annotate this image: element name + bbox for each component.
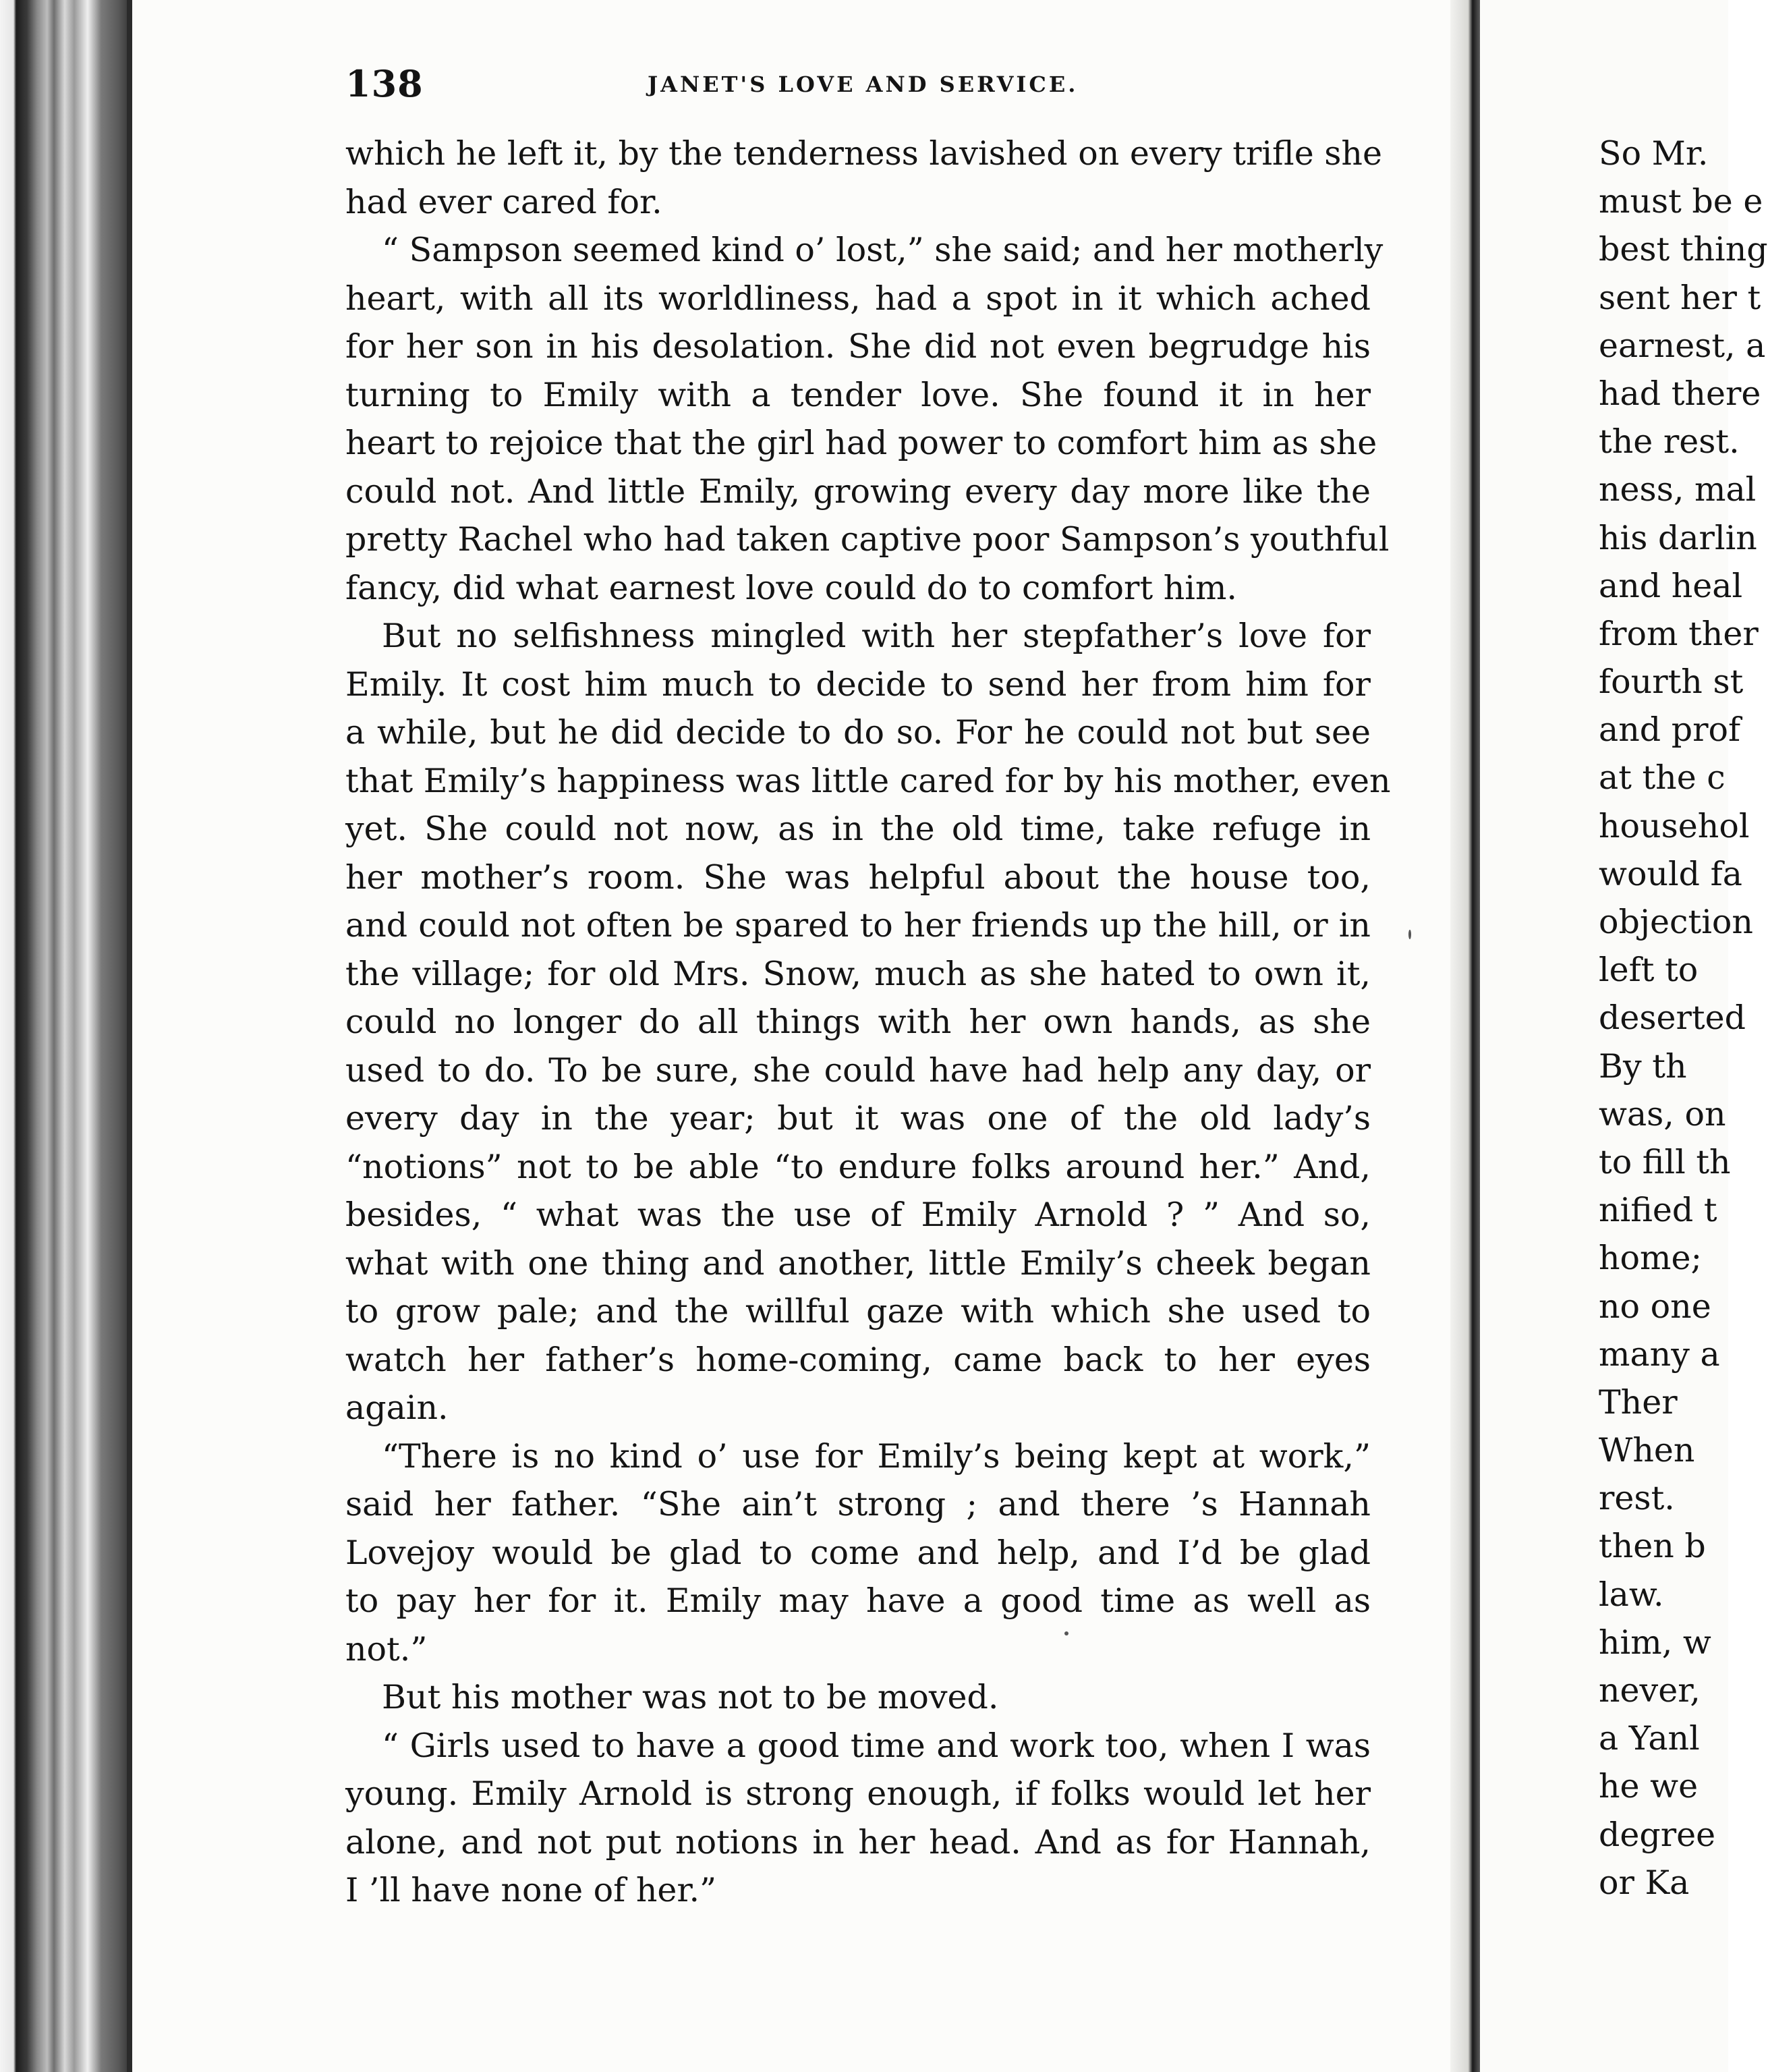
text-line: not.” bbox=[345, 1629, 428, 1669]
page-header bbox=[345, 62, 1087, 116]
text-line: watch her father’s home-coming, came back to her eyes bbox=[345, 1340, 1371, 1379]
cropped-text-line: the rest. bbox=[1599, 422, 1740, 461]
cropped-text-line: and heal bbox=[1599, 566, 1743, 605]
text-line: for her son in his desolation. She did not even begrudge his bbox=[345, 327, 1371, 366]
text-line: could not. And little Emily, growing every day more like the bbox=[345, 472, 1371, 511]
left-page-body-text bbox=[345, 130, 1391, 1915]
cropped-text-line: at the c bbox=[1599, 758, 1726, 797]
cropped-text-line: rest. bbox=[1599, 1479, 1675, 1518]
text-line: “notions” not to be able “to endure folks around her.” And, bbox=[345, 1147, 1371, 1186]
text-line: “ Sampson seemed kind o’ lost,” she said; and her motherly bbox=[382, 231, 1384, 269]
text-line: Emily. It cost him much to decide to send her from him for bbox=[345, 665, 1371, 704]
text-line: used to do. To be sure, she could have had help any day, or bbox=[345, 1051, 1371, 1090]
cropped-text-line: left to bbox=[1599, 951, 1699, 990]
text-line: had ever cared for. bbox=[345, 182, 662, 221]
text-line: what with one thing and another, little Emily’s cheek began bbox=[345, 1243, 1371, 1283]
right-page-partial-text bbox=[1599, 130, 1768, 1907]
text-line: young. Emily Arnold is strong enough, if folks would let her bbox=[345, 1774, 1371, 1813]
cropped-text-line: had there bbox=[1599, 374, 1761, 413]
text-line: yet. She could not now, as in the old time, take refuge in bbox=[345, 810, 1371, 848]
cropped-text-line: was, on bbox=[1599, 1094, 1726, 1133]
cropped-text-line: no one bbox=[1599, 1287, 1711, 1326]
text-line: But his mother was not to be moved. bbox=[382, 1678, 999, 1716]
cropped-text-line: When bbox=[1599, 1431, 1695, 1470]
cropped-text-line: never, bbox=[1599, 1671, 1701, 1710]
text-line: could no longer do all things with her own hands, as she bbox=[345, 1003, 1371, 1041]
cropped-text-line: would fa bbox=[1599, 854, 1742, 893]
print-speck bbox=[1408, 930, 1411, 939]
text-line: a while, but he did decide to do so. For he could not but see bbox=[345, 713, 1371, 752]
text-line: that Emily’s happiness was little cared for by his mother, even bbox=[345, 761, 1391, 800]
page-number: 138 bbox=[345, 62, 424, 105]
cropped-text-line: By th bbox=[1599, 1046, 1687, 1086]
cropped-text-line: best thing bbox=[1599, 230, 1768, 269]
cropped-text-line: earnest, a bbox=[1599, 326, 1766, 365]
print-speck bbox=[1064, 1631, 1068, 1635]
cropped-text-line: nified t bbox=[1599, 1191, 1717, 1230]
cropped-text-line: fourth st bbox=[1599, 663, 1744, 702]
cropped-text-line: law. bbox=[1599, 1575, 1664, 1614]
text-line: her mother’s room. She was helpful about the house too, bbox=[345, 858, 1371, 897]
text-line: alone, and not put notions in her head. And as for Hannah, bbox=[345, 1822, 1371, 1861]
cropped-text-line: he we bbox=[1599, 1767, 1699, 1806]
text-line: besides, “ what was the use of Emily Arnold ? ” And so, bbox=[345, 1196, 1371, 1234]
text-line: turning to Emily with a tender love. She found it in her bbox=[345, 375, 1371, 414]
page-gutter bbox=[1450, 0, 1480, 2072]
text-line: every day in the year; but it was one of the old lady’s bbox=[345, 1099, 1371, 1138]
cropped-text-line: to fill th bbox=[1599, 1142, 1731, 1181]
cropped-text-line: must be e bbox=[1599, 182, 1763, 221]
cropped-text-line: his darlin bbox=[1599, 518, 1757, 557]
cropped-text-line: home; bbox=[1599, 1239, 1703, 1278]
text-line: I ’ll have none of her.” bbox=[345, 1871, 717, 1909]
cropped-text-line: or Ka bbox=[1599, 1863, 1690, 1902]
cropped-text-line: So Mr. bbox=[1599, 134, 1709, 173]
text-line: heart, with all its worldliness, had a spot in it which ached bbox=[345, 279, 1371, 318]
cropped-text-line: ness, mal bbox=[1599, 470, 1757, 509]
text-line: which he left it, by the tenderness lavished on every trifle she bbox=[345, 134, 1382, 173]
text-line: But no selfishness mingled with her stepfather’s love for bbox=[382, 617, 1371, 655]
cropped-text-line: Ther bbox=[1599, 1382, 1678, 1422]
cropped-text-line: deserted bbox=[1599, 999, 1746, 1038]
running-head: JANET'S LOVE AND SERVICE. bbox=[648, 72, 1079, 97]
text-line: to grow pale; and the willful gaze with which she used to bbox=[345, 1292, 1371, 1331]
cropped-text-line: degree bbox=[1599, 1815, 1716, 1854]
text-line: “There is no kind o’ use for Emily’s being kept at work,” bbox=[382, 1436, 1371, 1476]
cropped-text-line: him, w bbox=[1599, 1623, 1711, 1662]
cropped-text-line: househol bbox=[1599, 806, 1750, 845]
cropped-text-line: from ther bbox=[1599, 614, 1759, 653]
text-line: Lovejoy would be glad to come and help, and I’d be glad bbox=[345, 1533, 1371, 1572]
cropped-text-line: then b bbox=[1599, 1527, 1706, 1566]
text-line: fancy, did what earnest love could do to comfort him. bbox=[345, 568, 1237, 607]
cropped-text-line: a Yanl bbox=[1599, 1719, 1700, 1758]
binding-shadow bbox=[127, 0, 132, 2072]
text-line: said her father. “She ain’t strong ; and there ’s Hannah bbox=[345, 1485, 1371, 1523]
text-line: pretty Rachel who had taken captive poor Sampson’s youthful bbox=[345, 520, 1390, 559]
text-line: heart to rejoice that the girl had power to comfort him as she bbox=[345, 424, 1377, 462]
book-binding-edge bbox=[0, 0, 128, 2072]
cropped-text-line: many a bbox=[1599, 1335, 1720, 1374]
cropped-text-line: objection bbox=[1599, 903, 1753, 941]
text-line: “ Girls used to have a good time and work too, when I was bbox=[382, 1726, 1371, 1765]
text-line: and could not often be spared to her friends up the hill, or in bbox=[345, 906, 1371, 945]
text-line: the village; for old Mrs. Snow, much as she hated to own it, bbox=[345, 954, 1371, 993]
text-line: to pay her for it. Emily may have a good time as well as bbox=[345, 1581, 1371, 1620]
cropped-text-line: sent her t bbox=[1599, 278, 1761, 317]
cropped-text-line: and prof bbox=[1599, 710, 1741, 750]
text-line: again. bbox=[345, 1389, 449, 1427]
